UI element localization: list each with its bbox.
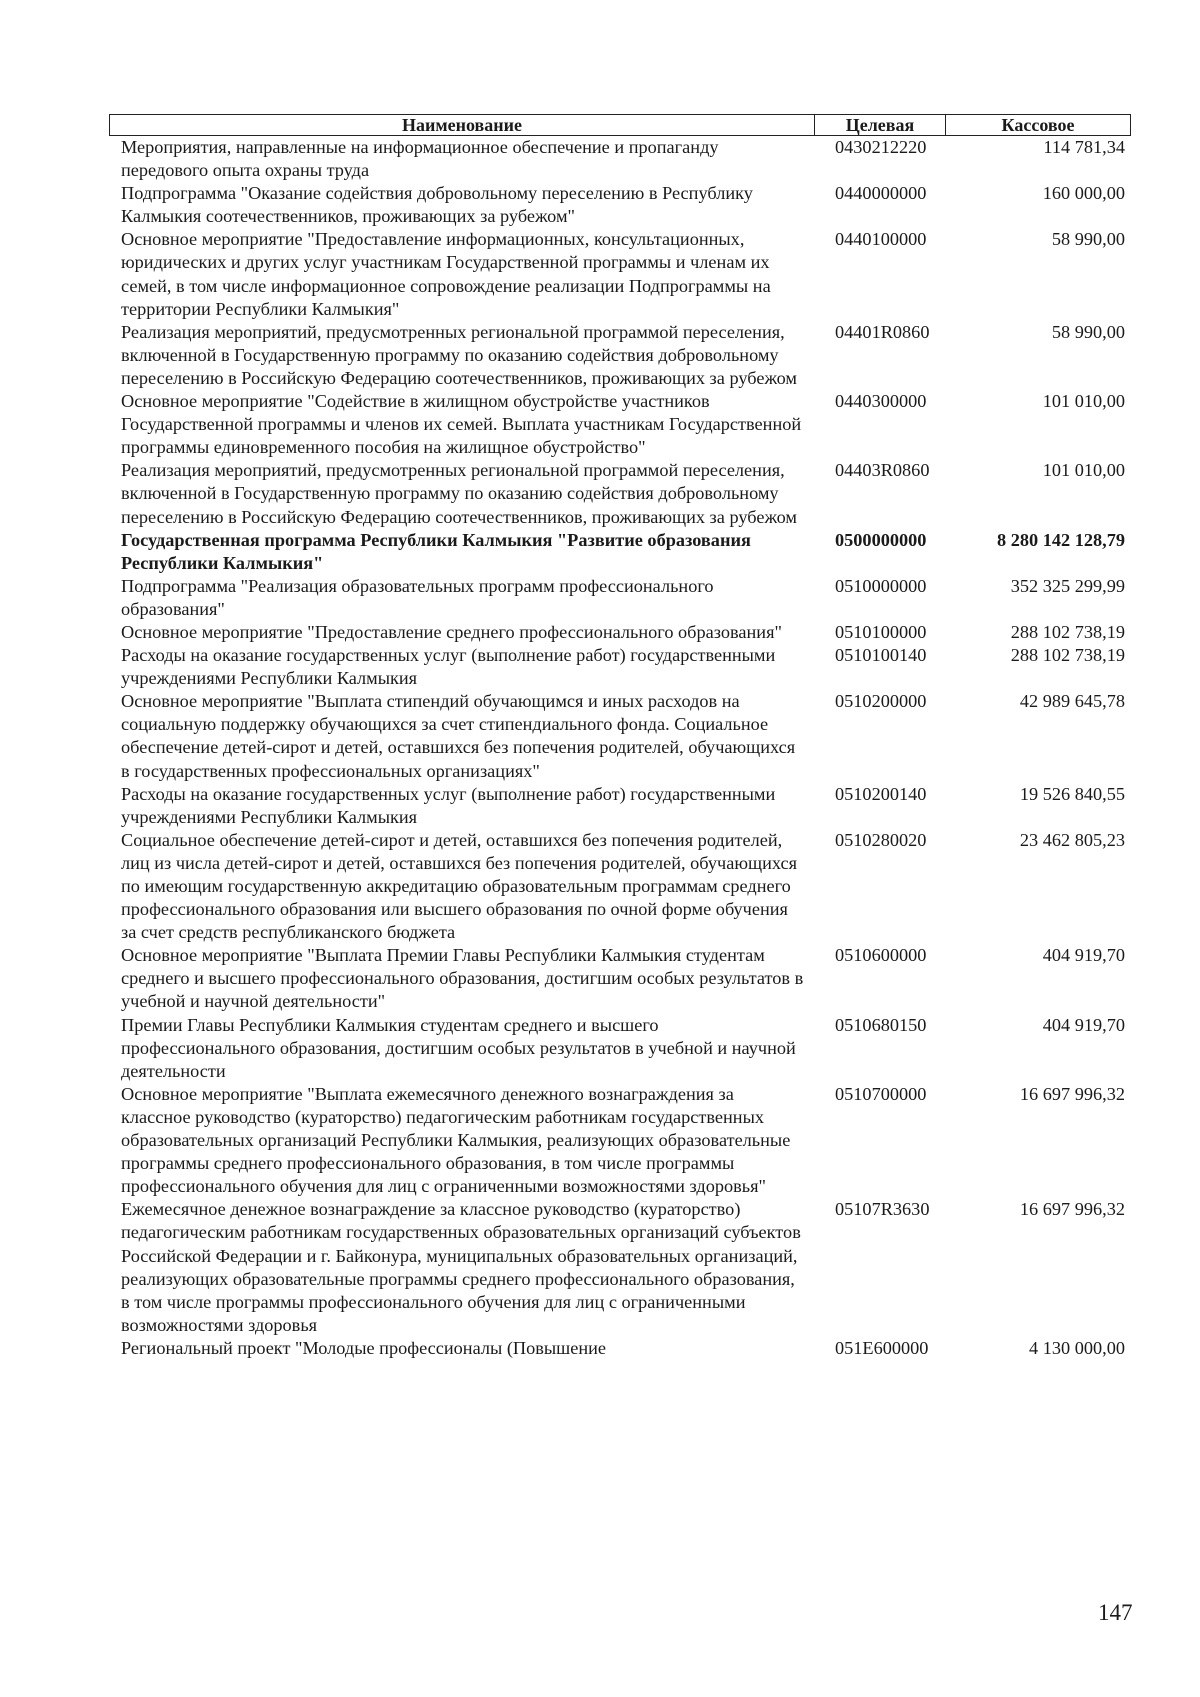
table-row — [109, 1337, 1131, 1360]
table-row — [109, 1083, 1131, 1198]
row-code: 0510200000 — [835, 691, 927, 712]
row-name: Основное мероприятие "Выплата ежемесячного денежного вознаграждения за классное руководство (кураторство) педагогическим работникам государственных образовательных организаций Республики Калмыкия, реализующих образовательные программы среднего профессионального образования, в том числе программы профессионального обучения для лиц с ограниченными возможностями здоровья" — [121, 1083, 791, 1197]
row-name: Подпрограмма "Реализация образовательных программ профессионального образования" — [121, 575, 714, 619]
table-row — [109, 690, 1131, 782]
table-row — [109, 829, 1131, 944]
row-code: 0510000000 — [835, 575, 927, 596]
row-code: 0510280020 — [835, 829, 927, 850]
table-row — [109, 182, 1131, 228]
row-name: Социальное обеспечение детей-сирот и детей, оставшихся без попечения родителей, лиц из числа детей-сирот и детей, оставшихся без попечения родителей, обучающихся по имеющим государственную аккредитацию образовательным программам среднего профессионального образования или высшего образования по очной форме обучения за счет средств республиканского бюджета — [121, 829, 798, 943]
row-sum: 352 325 299,99 — [1010, 575, 1125, 596]
row-sum: 160 000,00 — [1042, 183, 1125, 204]
row-name: Премии Главы Республики Калмыкия студентам среднего и высшего профессионального образования, достигшим особых результатов в учебной и научной деятельности — [121, 1014, 796, 1081]
row-code: 051E600000 — [835, 1337, 929, 1358]
row-name: Ежемесячное денежное вознаграждение за классное руководство (кураторство) педагогическим работникам государственных образовательных организаций субъектов Российской Федерации и г. Байконура, муниципальных образовательных организаций, реализующих образовательные программы среднего профессионального образования, в том числе программы профессионального обучения для лиц с ограниченными возможностями здоровья — [121, 1199, 801, 1335]
row-sum: 16 697 996,32 — [1019, 1083, 1125, 1104]
row-code: 05107R3630 — [835, 1199, 930, 1220]
header-code: Целевая — [815, 115, 946, 135]
row-name: Подпрограмма "Оказание содействия добровольному переселению в Республику Калмыкия соотечественников, проживающих за рубежом" — [121, 183, 753, 227]
table-row — [109, 529, 1131, 575]
row-sum: 101 010,00 — [1042, 391, 1125, 412]
table-row — [109, 459, 1131, 528]
row-name: Основное мероприятие "Содействие в жилищном обустройстве участников Государственной программы и членов их семей. Выплата участникам Государственной программы единовременного пособия на жилищное обустройство" — [121, 391, 802, 458]
page-number: 147 — [1098, 1600, 1133, 1625]
row-sum: 288 102 738,19 — [1010, 621, 1125, 642]
table-row — [109, 575, 1131, 621]
row-code: 0510600000 — [835, 945, 927, 966]
row-sum: 404 919,70 — [1042, 1014, 1125, 1035]
row-name: Основное мероприятие "Предоставление информационных, консультационных, юридических и других услуг участникам Государственной программы и членам их семей, в том числе информационное сопровождение реализации Подпрограммы на территории Республики Калмыкия" — [121, 229, 771, 319]
row-code: 0510200140 — [835, 783, 927, 804]
row-sum: 58 990,00 — [1051, 229, 1125, 250]
row-code: 0440300000 — [835, 391, 927, 412]
row-sum: 101 010,00 — [1042, 460, 1125, 481]
table-row — [109, 390, 1131, 459]
table-row — [109, 621, 1131, 644]
row-code: 0510100000 — [835, 621, 927, 642]
row-code: 0440000000 — [835, 183, 927, 204]
header-name: Наименование — [110, 115, 815, 135]
row-name: Основное мероприятие "Выплата стипендий обучающимся и иных расходов на социальную поддержку обучающихся за счет стипендиального фонда. Социальное обеспечение детей-сирот и детей, оставшихся без попечения родителей, обучающихся в государственных профессиональных организациях" — [121, 691, 796, 781]
row-name: Расходы на оказание государственных услуг (выполнение работ) государственными учреждениями Республики Калмыкия — [121, 645, 776, 689]
row-name: Основное мероприятие "Предоставление среднего профессионального образования" — [121, 621, 782, 642]
table-body — [109, 136, 1131, 1360]
row-name: Реализация мероприятий, предусмотренных региональной программой переселения, включенной в Государственную программу по оказанию содействия добровольному переселению в Российскую Федерацию соотечественников, проживающих за рубежом — [121, 460, 797, 527]
row-sum: 58 990,00 — [1051, 321, 1125, 342]
row-name: Мероприятия, направленные на информационное обеспечение и пропаганду передового опыта охраны труда — [121, 137, 719, 181]
row-sum: 288 102 738,19 — [1010, 645, 1125, 666]
table-row — [109, 944, 1131, 1013]
row-name: Государственная программа Республики Калмыкия "Развитие образования Республики Калмыкия" — [121, 529, 751, 573]
table-row — [109, 136, 1131, 182]
row-code: 04401R0860 — [835, 321, 930, 342]
row-sum: 42 989 645,78 — [1019, 691, 1125, 712]
row-name: Региональный проект "Молодые профессионалы (Повышение — [121, 1337, 607, 1358]
row-name: Основное мероприятие "Выплата Премии Главы Республики Калмыкия студентам среднего и высшего профессионального образования, достигшим особых результатов в учебной и научной деятельности" — [121, 945, 804, 1012]
row-code: 0510100140 — [835, 645, 927, 666]
row-code: 0430212220 — [835, 137, 927, 157]
header-sum: Кассовое — [1001, 115, 1075, 135]
table-row — [109, 1198, 1131, 1337]
row-name: Расходы на оказание государственных услуг (выполнение работ) государственными учреждениями Республики Калмыкия — [121, 783, 776, 827]
table-row — [109, 783, 1131, 829]
row-sum: 4 130 000,00 — [1029, 1337, 1125, 1358]
budget-table — [109, 114, 1131, 1360]
row-sum: 23 462 805,23 — [1019, 829, 1125, 850]
table-row — [109, 321, 1131, 390]
table-row — [109, 644, 1131, 690]
row-sum: 16 697 996,32 — [1019, 1199, 1125, 1220]
row-sum: 19 526 840,55 — [1019, 783, 1125, 804]
table-row — [109, 1014, 1131, 1083]
row-code: 04403R0860 — [835, 460, 930, 481]
row-sum: 114 781,34 — [1043, 137, 1125, 157]
row-code: 0500000000 — [835, 529, 927, 550]
table-header — [109, 114, 1131, 136]
table-row — [109, 228, 1131, 320]
row-code: 0510700000 — [835, 1083, 927, 1104]
row-code: 0510680150 — [835, 1014, 927, 1035]
row-sum: 404 919,70 — [1042, 945, 1125, 966]
row-code: 0440100000 — [835, 229, 927, 250]
row-name: Реализация мероприятий, предусмотренных региональной программой переселения, включенной в Государственную программу по оказанию содействия добровольному переселению в Российскую Федерацию соотечественников, проживающих за рубежом — [121, 321, 797, 388]
row-sum: 8 280 142 128,79 — [997, 529, 1125, 550]
